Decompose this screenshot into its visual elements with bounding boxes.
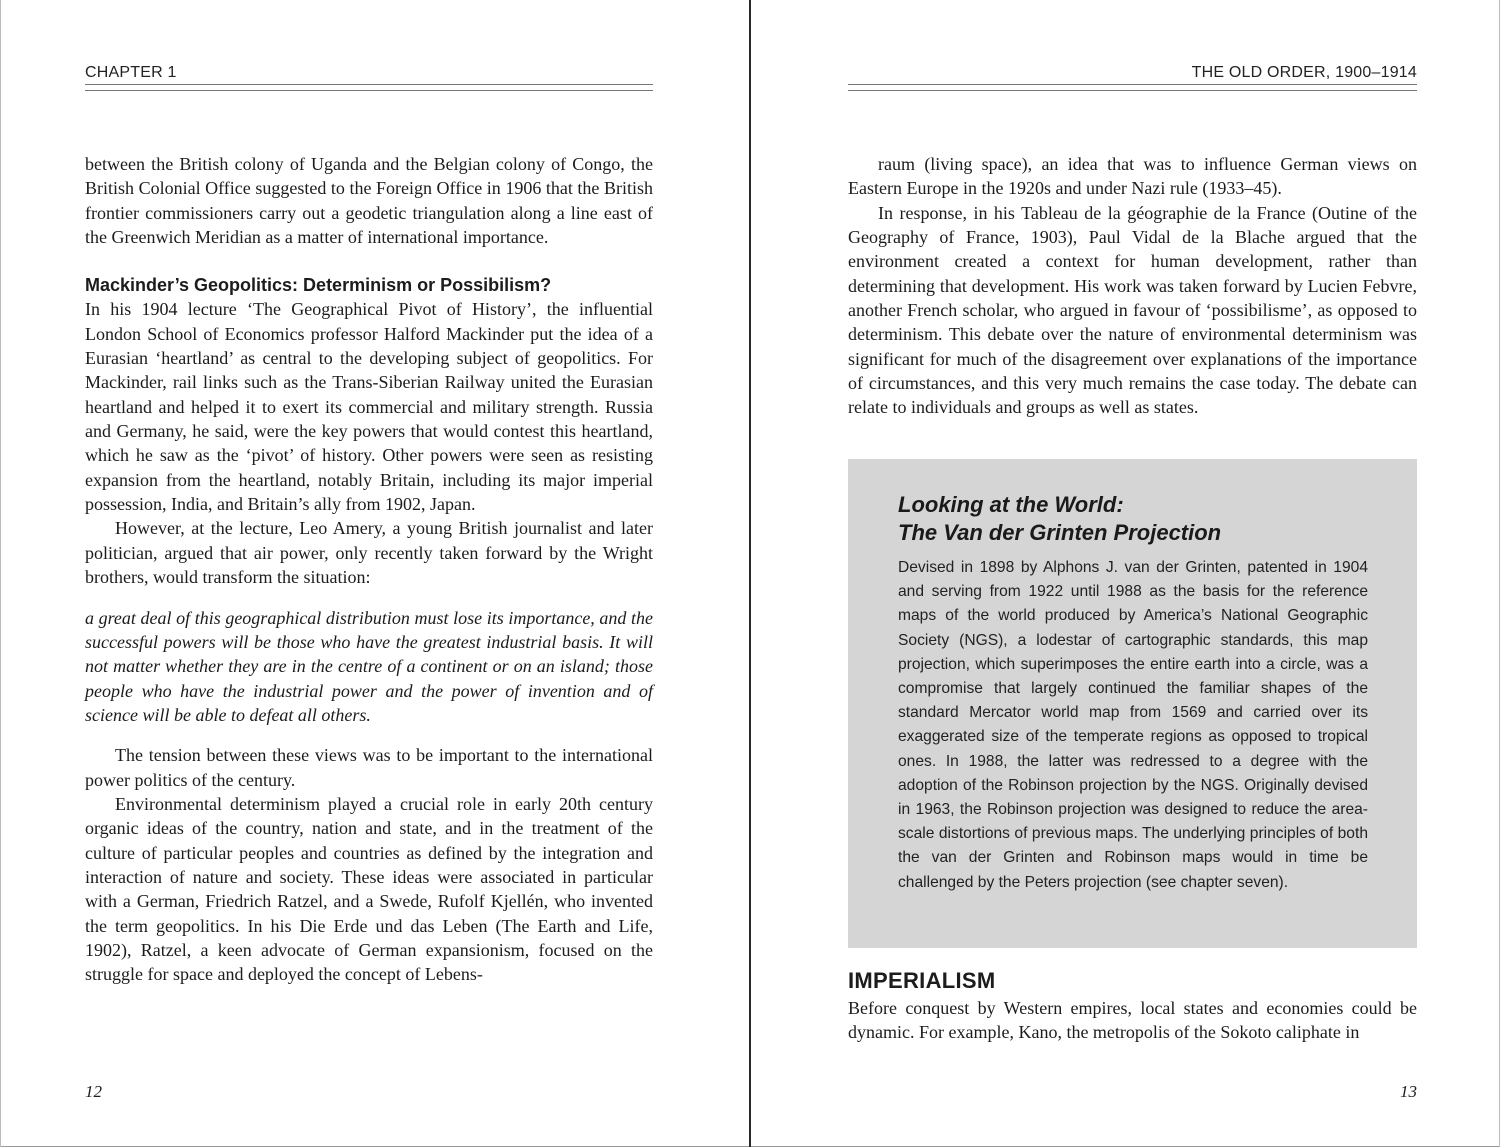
right-page	[751, 0, 1500, 1147]
running-head-rule	[848, 84, 1417, 91]
sidebar-box-title	[898, 491, 1398, 547]
paragraph-vidal-de-la-blache: In response, in his Tableau de la géographie de la France (Outine of the Geography of France, 1903), Paul Vidal de la Blache argued that the environment created a context for human development, rather than determining that development. His work was taken forward by Lucien Febvre, another French scholar, who argued in favour of ‘possibilisme’, as opposed to determinism. This debate over the nature of environmental determinism was significant for much of the disagreement over explanations of the importance of circumstances, and this very much remains the case today. The debate can relate to individuals and groups as well as states.	[848, 202, 1417, 418]
running-head-right: THE OLD ORDER, 1900–1914	[1191, 64, 1417, 81]
paragraph-mackinder-lecture: In his 1904 lecture ‘The Geographical Pivot of History’, the influential London School of Economics professor Halford Mackinder put the idea of a Eurasian ‘heartland’ as central to the developing subject of geopolitics. For Mackinder, rail links such as the Trans-Siberian Railway united the Eurasian heartland and helped it to exert its commercial and military strength. Russia and Germany, he said, were the key powers that would contest this heartland, which he saw as the ‘pivot’ of history. Other powers were seen as resisting expansion from the heartland, notably Britain, including its major imperial possession, India, and Britain’s ally from 1902, Japan.	[85, 299, 653, 515]
page-number-right: 13	[1400, 1082, 1417, 1101]
left-page	[0, 0, 749, 1147]
running-head-rule	[85, 84, 653, 91]
subheading: Mackinder’s Geopolitics: Determinism or Possibilism?	[85, 275, 552, 296]
block-quote: a great deal of this geographical distribution must lose its importance, and the successful powers will be those who have the greatest industrial basis. It will not matter whether they are in the centre of a continent or on an island; those people who have the industrial power and the power of invention and of science will be able to defeat all others.	[85, 607, 653, 725]
page-number-left: 12	[85, 1082, 102, 1101]
running-head-left: CHAPTER 1	[85, 64, 177, 81]
continued-paragraph: between the British colony of Uganda and the Belgian colony of Congo, the British Colonial Office suggested to the Foreign Office in 1906 that the British frontier commissioners carry out a geodetic triangulation along a line east of the Greenwich Meridian as a matter of international importance.	[85, 154, 653, 248]
left-page-text	[85, 152, 653, 987]
paragraph-amery: However, at the lecture, Leo Amery, a young British journalist and later politician, argued that air power, only recently taken forward by the Wright brothers, would transform the situation:	[85, 518, 653, 588]
paragraph-environmental-determinism: Environmental determinism played a crucial role in early 20th century organic ideas of the country, nation and state, and in the treatment of the culture of particular peoples and countries as defined by the integration and interaction of nature and society. These ideas were associated in particular with a German, Friedrich Ratzel, and a Swede, Rufolf Kjellén, who invented the term geopolitics. In his Die Erde und das Leben (The Earth and Life, 1902), Ratzel, a keen advocate of German expansionism, focused on the struggle for space and deployed the concept of Lebens-	[85, 793, 653, 985]
paragraph-tension: The tension between these views was to be important to the international power politics of the century.	[85, 745, 653, 790]
section-heading: IMPERIALISM	[848, 968, 996, 993]
right-page-text-lower	[848, 996, 1417, 1045]
continued-paragraph: raum (living space), an idea that was to influence German views on Eastern Europe in the 1920s and under Nazi rule (1933–45).	[848, 154, 1417, 199]
sidebar-box-body	[898, 556, 1368, 895]
paragraph-imperialism: Before conquest by Western empires, local states and economies could be dynamic. For example, Kano, the metropolis of the Sokoto caliphate in	[848, 998, 1417, 1043]
sidebar-box-title-line2: The Van der Grinten Projection	[898, 520, 1222, 545]
sidebar-box	[848, 459, 1417, 948]
sidebar-box-paragraph: Devised in 1898 by Alphons J. van der Grinten, patented in 1904 and serving from 1922 until 1988 as the basis for the reference maps of the world produced by America’s National Geographic Society (NGS), a lodestar of cartographic standards, this map projection, which superimposes the entire earth into a circle, was a compromise that largely continued the familiar shapes of the standard Mercator world map from 1569 and carried over its exaggerated size of the temperate regions as opposed to tropical ones. In 1988, the latter was redressed to a degree with the adoption of the Robinson projection by the NGS. Originally devised in 1963, the Robinson projection was designed to reduce the area-scale distortions of previous maps. The underlying principles of both the van der Grinten and Robinson maps would in time be challenged by the Peters projection (see chapter seven).	[898, 559, 1368, 891]
sidebar-box-title-line1: Looking at the World:	[898, 492, 1124, 517]
right-page-text	[848, 152, 1417, 420]
